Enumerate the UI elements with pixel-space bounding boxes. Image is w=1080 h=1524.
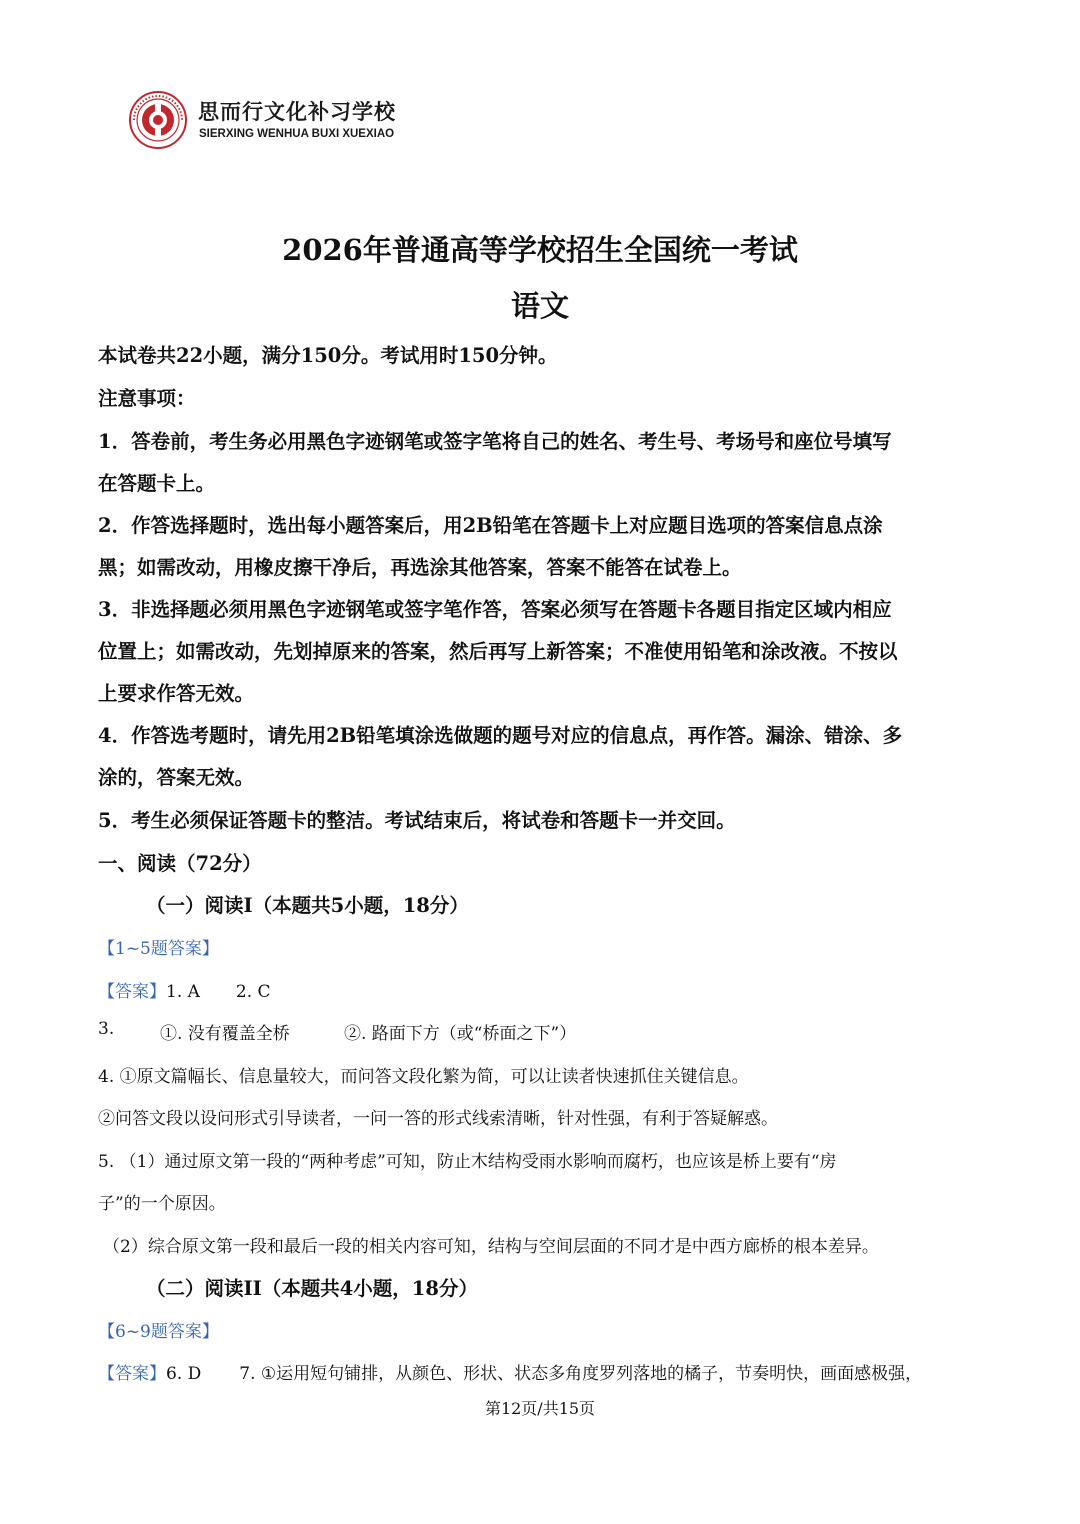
answer-q3-b: ②. 路面下方（或“桥面之下”） xyxy=(344,1024,577,1044)
answer-q5-line-3: （2）综合原文第一段和最后一段的相关内容可知，结构与空间层面的不同才是中西方廊桥的根本差异。 xyxy=(103,1237,879,1257)
answer-q6: 6. D xyxy=(166,1364,202,1384)
page-number: 第12页/共15页 xyxy=(484,1399,596,1418)
school-name-cn: 思而行文化补习学校 xyxy=(198,100,396,124)
answer-label: 【答案】 xyxy=(98,982,166,1002)
answer-tag-1-5: 【1~5题答案】 xyxy=(98,939,219,959)
answer-row-1-2 xyxy=(98,977,271,1002)
answer-q3: 3. xyxy=(98,1019,115,1039)
answer-tag-6-9: 【6~9题答案】 xyxy=(98,1322,219,1342)
note-4-line-2: 涂的，答案无效。 xyxy=(98,766,255,789)
answer-q2: 2. C xyxy=(235,982,271,1002)
answer-q4-line-2: ②问答文段以设问形式引导读者，一问一答的形式线索清晰，针对性强，有利于答疑解惑。 xyxy=(98,1109,778,1129)
answer-q4-line-1: 4. ①原文篇幅长、信息量较大，而问答文段化繁为简，可以让读者快速抓住关键信息。 xyxy=(98,1067,749,1087)
part-1-heading: （一）阅读I（本题共5小题，18分） xyxy=(146,894,469,917)
answer-row-6-7 xyxy=(98,1359,922,1384)
exam-title: 2026年普通高等学校招生全国统一考试 xyxy=(282,233,798,267)
school-emblem-icon xyxy=(128,90,188,150)
note-1-line-2: 在答题卡上。 xyxy=(98,472,216,495)
note-2-line-2: 黑；如需改动，用橡皮擦干净后，再选涂其他答案，答案不能答在试卷上。 xyxy=(98,556,742,579)
answer-q1: 1. A xyxy=(166,982,200,1002)
note-4-line-1: 4．作答选考题时，请先用2B铅笔填涂选做题的题号对应的信息点，再作答。漏涂、错涂、多 xyxy=(98,724,903,747)
note-3-line-1: 3．非选择题必须用黑色字迹钢笔或签字笔作答，答案必须写在答题卡各题目指定区域内相应 xyxy=(98,598,892,621)
subject-title: 语文 xyxy=(510,289,569,323)
note-5-line-1: 5．考生必须保证答题卡的整洁。考试结束后，将试卷和答题卡一并交回。 xyxy=(98,809,736,832)
note-3-line-3: 上要求作答无效。 xyxy=(98,682,255,705)
notice-heading: 注意事项： xyxy=(98,387,196,410)
note-3-line-2: 位置上；如需改动，先划掉原来的答案，然后再写上新答案；不准使用铅笔和涂改液。不按以 xyxy=(98,640,898,663)
part-2-heading: （二）阅读II（本题共4小题，18分） xyxy=(146,1277,478,1300)
section-1-heading: 一、阅读（72分） xyxy=(98,852,262,875)
school-logo xyxy=(128,90,408,154)
intro-text: 本试卷共22小题，满分150分。考试用时150分钟。 xyxy=(98,344,558,367)
note-2-line-1: 2．作答选择题时，选出每小题答案后，用2B铅笔在答题卡上对应题目选项的答案信息点涂 xyxy=(98,514,883,537)
answer-q7: 7. ①运用短句铺排，从颜色、形状、状态多角度罗列落地的橘子，节奏明快，画面感极强， xyxy=(239,1364,923,1384)
answer-label: 【答案】 xyxy=(98,1364,166,1384)
note-1-line-1: 1．答卷前，考生务必用黑色字迹钢笔或签字笔将自己的姓名、考生号、考场号和座位号填写 xyxy=(98,430,892,453)
answer-q5-line-1: 5. （1）通过原文第一段的“两种考虑”可知，防止木结构受雨水影响而腐朽，也应该是桥上要有“房 xyxy=(98,1152,837,1172)
school-name-en: SIERXING WENHUA BUXI XUEXIAO xyxy=(199,128,395,140)
answer-q5-line-2: 子”的一个原因。 xyxy=(98,1194,226,1214)
answer-q3-a: ①. 没有覆盖全桥 xyxy=(160,1024,290,1044)
